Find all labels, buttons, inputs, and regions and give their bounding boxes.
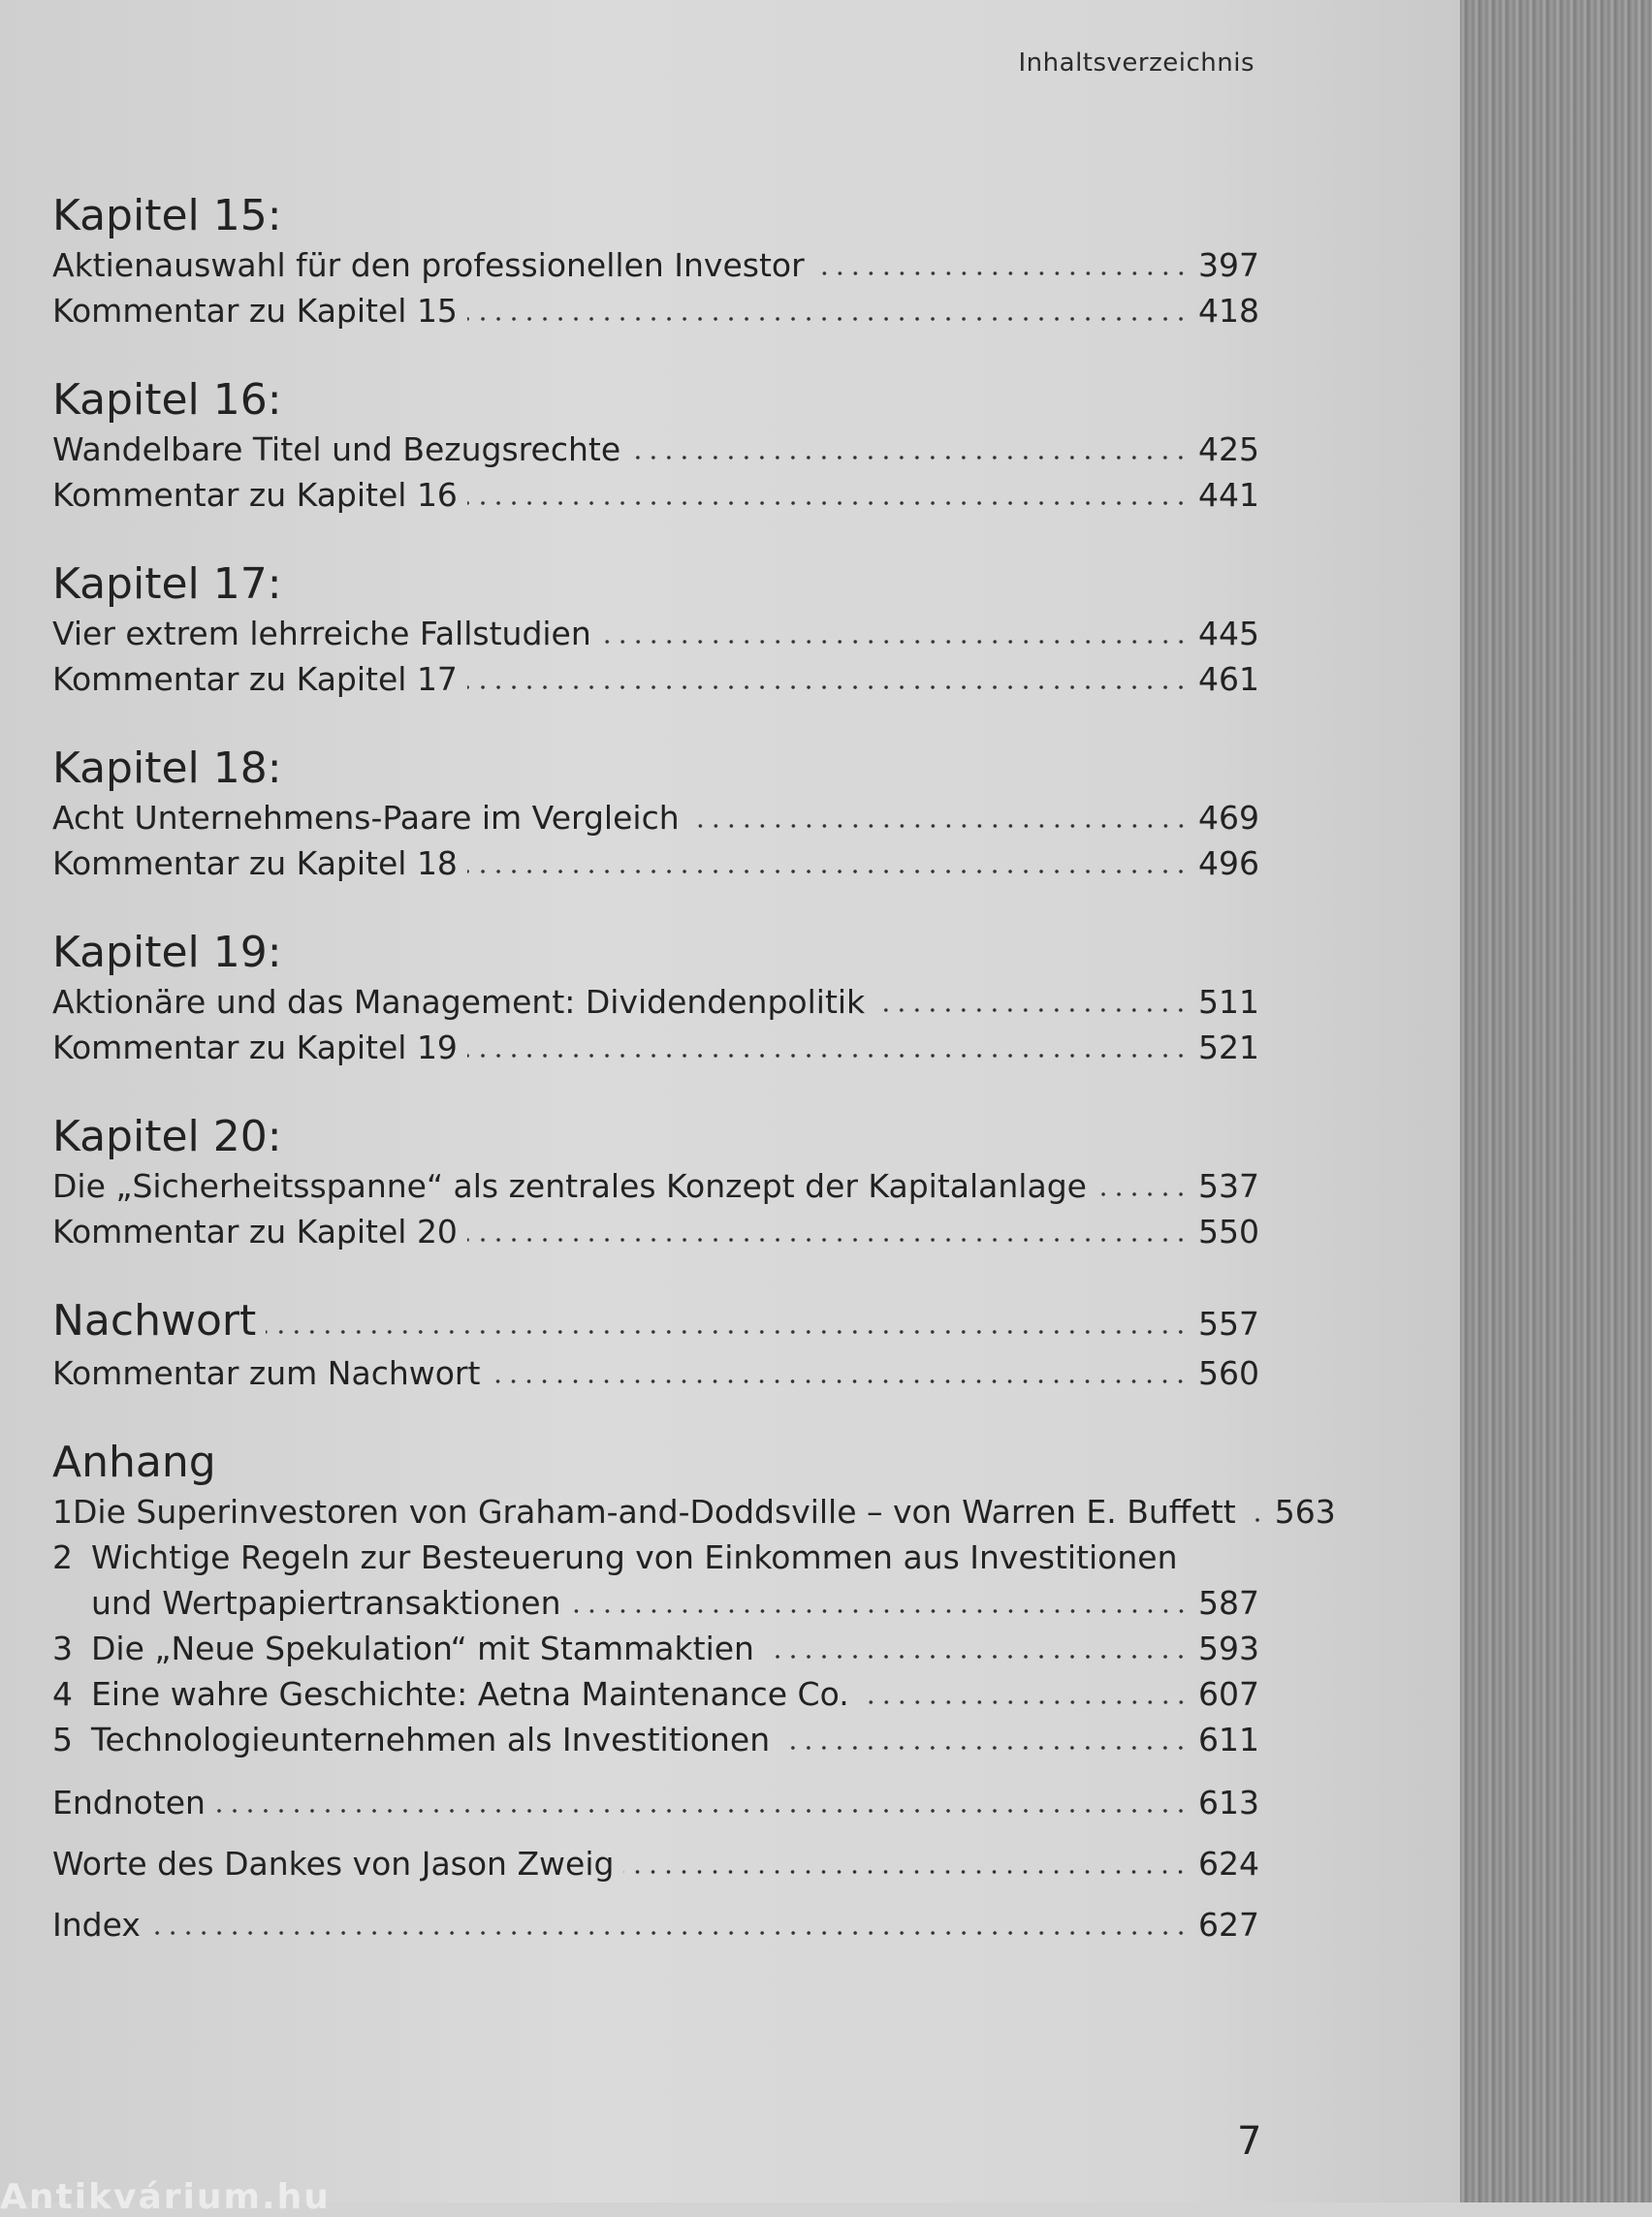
entry-page: 627 (1198, 1906, 1259, 1944)
entry-page: 624 (1198, 1845, 1259, 1883)
table-of-contents (52, 190, 1336, 1963)
item-number: 4 (52, 1675, 73, 1713)
leader-dots (467, 316, 1189, 322)
entry-title: Eine wahre Geschichte: Aetna Maintenance Co. (91, 1675, 849, 1713)
item-number: 3 (52, 1630, 73, 1667)
entry-title: Aktienauswahl für den professionellen Investor (52, 246, 805, 284)
chapter-19 (52, 927, 1259, 1070)
entry-page: 537 (1198, 1167, 1259, 1205)
entry-title-continued: und Wertpapiertransaktionen (91, 1584, 561, 1622)
entry-title: Acht Unternehmens-Paare im Vergleich (52, 799, 680, 837)
chapter-heading: Kapitel 16: (52, 375, 282, 425)
chapter-18 (52, 743, 1259, 886)
toc-entry (52, 1209, 1259, 1254)
leader-dots (779, 1745, 1189, 1751)
leader-dots (150, 1930, 1189, 1936)
entry-page: 587 (1198, 1584, 1259, 1622)
chapter-20 (52, 1111, 1259, 1254)
page-number: 7 (1237, 2119, 1262, 2164)
entry-title: Kommentar zu Kapitel 16 (52, 476, 458, 514)
toc-entry (52, 472, 1259, 518)
leader-dots (814, 270, 1189, 276)
toc-entry (52, 242, 1259, 288)
entry-page: 511 (1198, 983, 1259, 1021)
entry-title: Aktionäre und das Management: Dividendenpolitik (52, 983, 866, 1021)
entry-title: Die Superinvestoren von Graham-and-Doddsville – von Warren E. Buffett (73, 1493, 1236, 1531)
entry-title: Nachwort (52, 1296, 257, 1346)
chapter-heading: Kapitel 15: (52, 191, 282, 240)
anhang-item (52, 1489, 1336, 1535)
entry-page: 425 (1198, 430, 1259, 468)
anhang-item (52, 1535, 1259, 1580)
entry-page: 550 (1198, 1213, 1259, 1251)
entry-title: Die „Sicherheitsspanne“ als zentrales Konzept der Kapitalanlage (52, 1167, 1087, 1205)
running-head: Inhaltsverzeichnis (1018, 48, 1255, 78)
entry-title: Wichtige Regeln zur Besteuerung von Einkommen aus Investitionen (91, 1538, 1178, 1576)
leader-dots (630, 455, 1189, 460)
leader-dots (623, 1869, 1189, 1875)
leader-dots (1246, 1517, 1265, 1523)
leader-dots (764, 1654, 1189, 1660)
entry-title: Endnoten (52, 1784, 206, 1821)
item-number: 1 (52, 1493, 73, 1531)
anhang-heading: Anhang (52, 1438, 216, 1487)
entry-page: 441 (1198, 476, 1259, 514)
entry-title: Kommentar zum Nachwort (52, 1354, 481, 1392)
leader-dots (689, 823, 1189, 829)
leader-dots (215, 1808, 1189, 1814)
anhang-section (52, 1437, 1336, 1762)
entry-title: Kommentar zu Kapitel 17 (52, 660, 458, 698)
toc-entry (52, 427, 1259, 472)
leader-dots (467, 1053, 1189, 1059)
leader-dots (467, 500, 1189, 506)
toc-entry-endnoten (52, 1780, 1259, 1825)
entry-page: 560 (1198, 1354, 1259, 1392)
entry-page: 397 (1198, 246, 1259, 284)
entry-page: 521 (1198, 1029, 1259, 1066)
entry-page: 607 (1198, 1675, 1259, 1713)
toc-entry (52, 611, 1259, 656)
toc-entry-nachwort (52, 1295, 1259, 1350)
entry-page: 445 (1198, 615, 1259, 652)
entry-title: Kommentar zu Kapitel 15 (52, 292, 458, 330)
chapter-heading: Kapitel 17: (52, 559, 282, 609)
entry-page: 593 (1198, 1630, 1259, 1667)
entry-title: Worte des Dankes von Jason Zweig (52, 1845, 615, 1883)
entry-title: Kommentar zu Kapitel 19 (52, 1029, 458, 1066)
leader-dots (467, 869, 1189, 874)
leader-dots (859, 1699, 1189, 1705)
entry-title: Die „Neue Spekulation“ mit Stammaktien (91, 1630, 754, 1667)
entry-title: Kommentar zu Kapitel 20 (52, 1213, 458, 1251)
toc-entry-index (52, 1902, 1259, 1948)
toc-entry (52, 1350, 1259, 1396)
chapter-15 (52, 190, 1259, 333)
toc-entry (52, 656, 1259, 702)
entry-page: 496 (1198, 844, 1259, 882)
item-number: 2 (52, 1538, 73, 1576)
entry-title: Vier extrem lehrreiche Fallstudien (52, 615, 591, 652)
chapter-17 (52, 558, 1259, 702)
leader-dots (490, 1378, 1189, 1384)
entry-page: 563 (1274, 1493, 1336, 1531)
entry-page: 611 (1198, 1721, 1259, 1758)
toc-entry (52, 288, 1259, 333)
chapter-16 (52, 374, 1259, 518)
leader-dots (266, 1329, 1189, 1335)
entry-title: Wandelbare Titel und Bezugsrechte (52, 430, 621, 468)
entry-page: 557 (1198, 1305, 1259, 1343)
chapter-heading: Kapitel 20: (52, 1112, 282, 1161)
toc-entry (52, 1025, 1259, 1070)
leader-dots (571, 1608, 1189, 1614)
entry-title: Technologieunternehmen als Investitionen (91, 1721, 771, 1758)
anhang-item-continuation (52, 1580, 1259, 1626)
entry-page: 469 (1198, 799, 1259, 837)
leader-dots (601, 639, 1189, 645)
entry-page: 613 (1198, 1784, 1259, 1821)
toc-entry (52, 979, 1259, 1025)
entry-title: Kommentar zu Kapitel 18 (52, 844, 458, 882)
toc-entry (52, 1163, 1259, 1209)
leader-dots (874, 1007, 1189, 1013)
leader-dots (1096, 1191, 1189, 1197)
chapter-heading: Kapitel 19: (52, 928, 282, 977)
item-number: 5 (52, 1721, 73, 1758)
anhang-item (52, 1717, 1259, 1762)
page-edge (1460, 0, 1652, 2202)
anhang-item (52, 1671, 1259, 1717)
anhang-item (52, 1626, 1259, 1671)
leader-dots (467, 1237, 1189, 1243)
nachwort-section (52, 1295, 1259, 1396)
entry-page: 418 (1198, 292, 1259, 330)
watermark: Antikvárium.hu (0, 2177, 331, 2217)
entry-page: 461 (1198, 660, 1259, 698)
chapter-heading: Kapitel 18: (52, 744, 282, 793)
leader-dots (467, 684, 1189, 690)
entry-title: Index (52, 1906, 141, 1944)
toc-entry (52, 795, 1259, 840)
toc-entry-dank (52, 1841, 1259, 1886)
toc-entry (52, 840, 1259, 886)
